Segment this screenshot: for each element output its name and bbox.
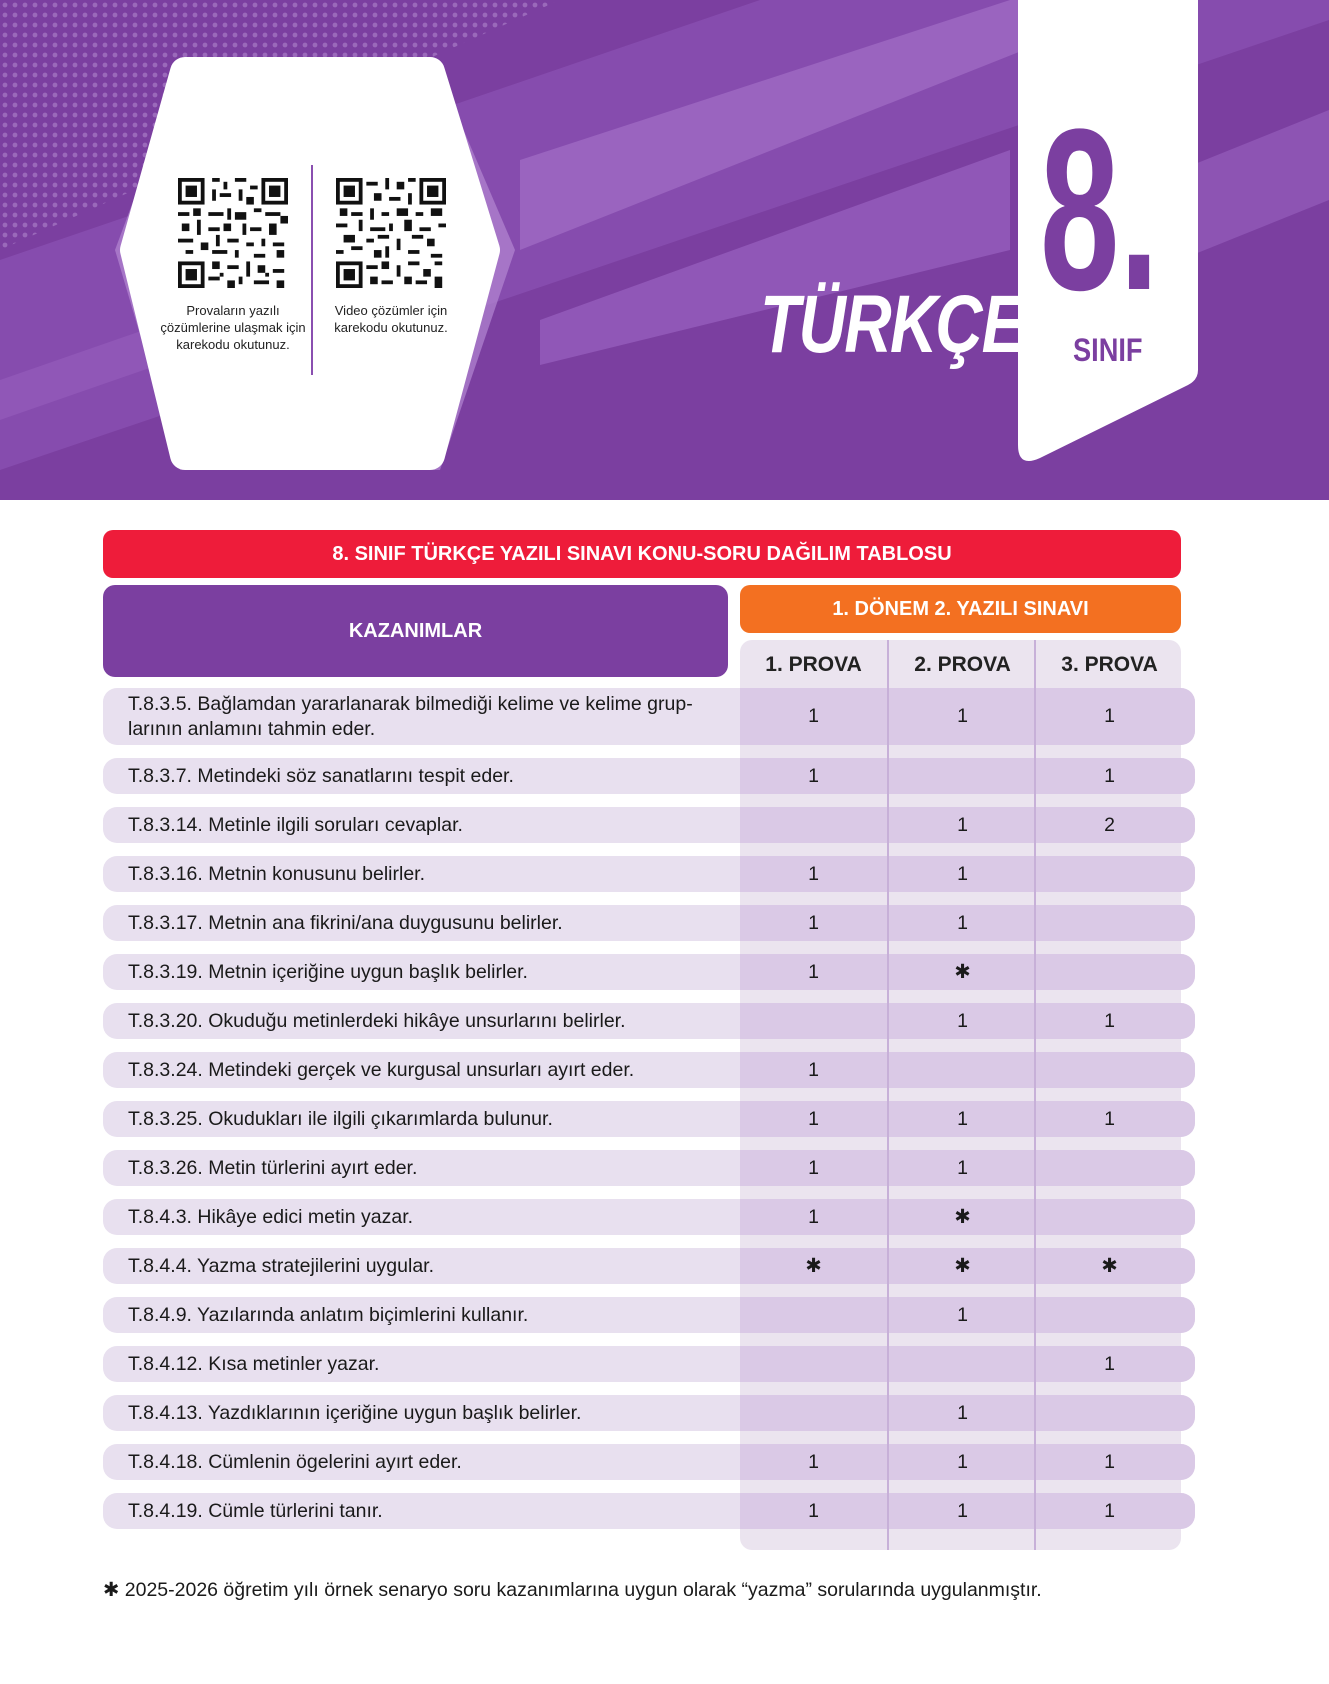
prova-1-cell: 1 [808,705,819,727]
column-separator [887,640,889,1550]
kazanim-label: T.8.3.20. Okuduğu metinlerdeki hikâye unsurlarını belirler. [128,1009,626,1032]
prova-3-cell: 1 [1104,1009,1115,1032]
prova-3-header: 3. PROVA [1061,653,1158,676]
prova-3-cell [1036,1199,1183,1235]
prova-3-cell: 1 [1104,1450,1115,1473]
prova-1-cell: 1 [808,911,819,934]
grade-number: 8. [1040,81,1159,338]
prova-1-cell: 1 [808,1499,819,1522]
prova-1-cell: 1 [808,960,819,983]
prova-1-cell: 1 [808,1107,819,1130]
kazanim-label: T.8.3.16. Metnin konusunu belirler. [128,862,426,885]
kazanim-label: T.8.4.13. Yazdıklarının içeriğine uygun başlık belirler. [128,1401,582,1424]
footnote: ✱ 2025-2026 öğretim yılı örnek senaryo soru kazanımlarına uygun olarak “yazma” sorularında uygulanmıştır. [103,1579,1042,1601]
prova-2-header: 2. PROVA [914,653,1011,676]
prova-1-cell [740,1395,887,1431]
kazanim-label: T.8.4.4. Yazma stratejilerini uygular. [128,1254,435,1277]
prova-1-cell [740,807,887,843]
prova-3-cell: 1 [1104,1352,1115,1375]
prova-3-cell [1036,1150,1183,1186]
kazanim-label: T.8.3.7. Metindeki söz sanatlarını tespit eder. [128,764,514,787]
prova-3-cell [1036,856,1183,892]
subject-title: TÜRKÇE [760,279,1024,370]
kazanim-label: T.8.3.5. Bağlamdan yararlanarak bilmediği kelime ve kelime grup-larının anlamını tahmin eder. [128,692,693,740]
prova-3-cell [1036,1297,1183,1333]
grade-label: SINIF [1073,332,1143,368]
prova-2-cell: 1 [957,705,968,727]
prova-1-cell [740,1003,887,1039]
kazanim-label: T.8.3.26. Metin türlerini ayırt eder. [128,1156,418,1179]
prova-3-cell [1036,905,1183,941]
prova-1-cell: 1 [808,1450,819,1473]
qr-divider [311,165,313,375]
prova-1-header: 1. PROVA [765,653,862,676]
prova-2-cell: 1 [957,1107,968,1130]
prova-2-cell: 1 [957,1401,968,1424]
prova-1-cell: 1 [808,1156,819,1179]
prova-1-cell: 1 [808,1205,819,1228]
kazanim-label: T.8.3.25. Okudukları ile ilgili çıkarımlarda bulunur. [128,1107,553,1130]
prova-2-cell: 1 [957,813,968,836]
table-title: 8. SINIF TÜRKÇE YAZILI SINAVI KONU-SORU DAĞILIM TABLOSU [103,530,1181,578]
kazanim-label: T.8.3.14. Metinle ilgili soruları cevaplar. [128,813,463,836]
prova-2-cell: 1 [957,1450,968,1473]
prova-3-cell [1036,954,1183,990]
column-separator [1034,640,1036,1550]
header-banner [0,0,1329,500]
kazanim-label: T.8.4.9. Yazılarında anlatım biçimlerini kullanır. [128,1303,529,1326]
prova-3-cell [1036,1395,1183,1431]
kazanim-label: T.8.4.18. Cümlenin ögelerini ayırt eder. [128,1450,462,1473]
prova-3-cell: 1 [1104,1499,1115,1522]
kazanimlar-header: KAZANIMLAR [103,585,728,677]
prova-2-cell [889,1052,1036,1088]
prova-1-cell [740,1346,887,1382]
prova-3-cell: 2 [1104,813,1115,836]
kazanim-label: T.8.3.19. Metnin içeriğine uygun başlık belirler. [128,960,528,983]
qr-code-solutions[interactable] [178,178,288,288]
kazanim-label: T.8.4.3. Hikâye edici metin yazar. [128,1205,414,1228]
kazanim-label: T.8.3.17. Metnin ana fikrini/ana duygusunu belirler. [128,911,563,934]
prova-1-cell: 1 [808,764,819,787]
qr-left-caption: Provaların yazılı çözümlerine ulaşmak için karekodu okutunuz. [160,303,306,352]
prova-1-cell: 1 [808,862,819,885]
prova-3-cell: 1 [1104,764,1115,787]
prova-2-cell: ✱ [954,1255,971,1277]
prova-2-cell: 1 [957,911,968,934]
prova-2-cell [889,758,1036,794]
prova-2-cell: ✱ [954,1206,971,1228]
kazanim-label: T.8.3.24. Metindeki gerçek ve kurgusal unsurları ayırt eder. [128,1058,635,1081]
prova-1-cell: ✱ [805,1255,822,1277]
prova-2-cell: 1 [957,1303,968,1326]
prova-3-cell: ✱ [1101,1255,1118,1277]
prova-1-cell [740,1297,887,1333]
donem-header: 1. DÖNEM 2. YAZILI SINAVI [740,585,1181,633]
prova-1-cell: 1 [808,1058,819,1081]
prova-3-cell: 1 [1104,1107,1115,1130]
qr-code-videos[interactable] [336,178,446,288]
prova-2-cell [889,1346,1036,1382]
prova-2-cell: 1 [957,1156,968,1179]
prova-2-cell: ✱ [954,961,971,983]
kazanim-label: T.8.4.12. Kısa metinler yazar. [128,1352,380,1375]
prova-2-cell: 1 [957,1499,968,1522]
kazanim-label: T.8.4.19. Cümle türlerini tanır. [128,1499,383,1522]
prova-3-cell [1036,1052,1183,1088]
prova-3-cell: 1 [1104,705,1115,727]
qr-right-caption: Video çözümler için karekodu okutunuz. [334,303,448,335]
prova-2-cell: 1 [957,862,968,885]
prova-2-cell: 1 [957,1009,968,1032]
